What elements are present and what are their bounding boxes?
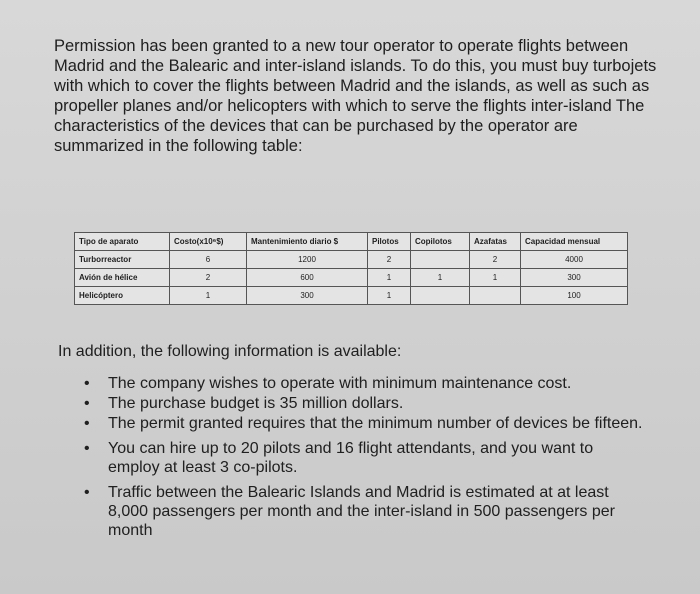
row-name: Avión de hélice bbox=[75, 269, 170, 287]
header-mantenimiento: Mantenimiento diario $ bbox=[247, 233, 368, 251]
list-item bbox=[84, 439, 644, 477]
bullet-icon: • bbox=[84, 415, 90, 432]
cell-copilotos: 1 bbox=[411, 269, 470, 287]
aircraft-table-container bbox=[74, 232, 628, 305]
list-item-text: The company wishes to operate with minimum maintenance cost. bbox=[108, 375, 572, 392]
cell-pilotos: 1 bbox=[368, 287, 411, 305]
row-name: Turborreactor bbox=[75, 251, 170, 269]
list-item bbox=[84, 374, 644, 393]
bullet-icon: • bbox=[84, 395, 90, 412]
cell-mantenimiento: 600 bbox=[247, 269, 368, 287]
info-heading: In addition, the following information is available: bbox=[58, 343, 402, 360]
header-copilotos: Copilotos bbox=[411, 233, 470, 251]
list-item-text: The purchase budget is 35 million dollars. bbox=[108, 395, 404, 412]
cell-capacidad: 100 bbox=[521, 287, 628, 305]
header-tipo: Tipo de aparato bbox=[75, 233, 170, 251]
cell-azafatas bbox=[470, 287, 521, 305]
header-capacidad: Capacidad mensual bbox=[521, 233, 628, 251]
cell-mantenimiento: 1200 bbox=[247, 251, 368, 269]
cell-capacidad: 4000 bbox=[521, 251, 628, 269]
row-name: Helicóptero bbox=[75, 287, 170, 305]
list-item bbox=[84, 414, 644, 433]
bullet-icon: • bbox=[84, 484, 90, 501]
cell-pilotos: 2 bbox=[368, 251, 411, 269]
cell-costo: 1 bbox=[170, 287, 247, 305]
aircraft-table bbox=[74, 232, 628, 305]
cell-pilotos: 1 bbox=[368, 269, 411, 287]
list-item-text: Traffic between the Balearic Islands and Madrid is estimated at at least 8,000 passengers per month and the inter-island in 500 passengers per month bbox=[108, 484, 615, 539]
cell-costo: 2 bbox=[170, 269, 247, 287]
header-pilotos: Pilotos bbox=[368, 233, 411, 251]
list-item-text: You can hire up to 20 pilots and 16 flight attendants, and you want to employ at least 3 co-pilots. bbox=[108, 440, 594, 476]
table-row bbox=[75, 287, 628, 305]
cell-azafatas: 2 bbox=[470, 251, 521, 269]
cell-costo: 6 bbox=[170, 251, 247, 269]
cell-capacidad: 300 bbox=[521, 269, 628, 287]
cell-copilotos bbox=[411, 251, 470, 269]
header-costo: Costo(x10⁶$) bbox=[170, 233, 247, 251]
requirements-list bbox=[84, 374, 644, 541]
intro-paragraph: Permission has been granted to a new tour operator to operate flights between Madrid and the Balearic and inter-island islands. To do this, you must buy turbojets with which to cover the flights between Madrid and the islands, as well as such as propeller planes and/or helicopters with which to serve the flights inter-island The characteristics of the devices that can be purchased by the operator are summarized in the following table: bbox=[54, 37, 657, 155]
header-azafatas: Azafatas bbox=[470, 233, 521, 251]
cell-mantenimiento: 300 bbox=[247, 287, 368, 305]
list-item-text: The permit granted requires that the minimum number of devices be fifteen. bbox=[108, 415, 643, 432]
table-row bbox=[75, 251, 628, 269]
list-item bbox=[84, 483, 644, 540]
table-row bbox=[75, 269, 628, 287]
bullet-icon: • bbox=[84, 375, 90, 392]
cell-copilotos bbox=[411, 287, 470, 305]
cell-azafatas: 1 bbox=[470, 269, 521, 287]
list-item bbox=[84, 394, 644, 413]
bullet-icon: • bbox=[84, 440, 90, 457]
table-header-row bbox=[75, 233, 628, 251]
